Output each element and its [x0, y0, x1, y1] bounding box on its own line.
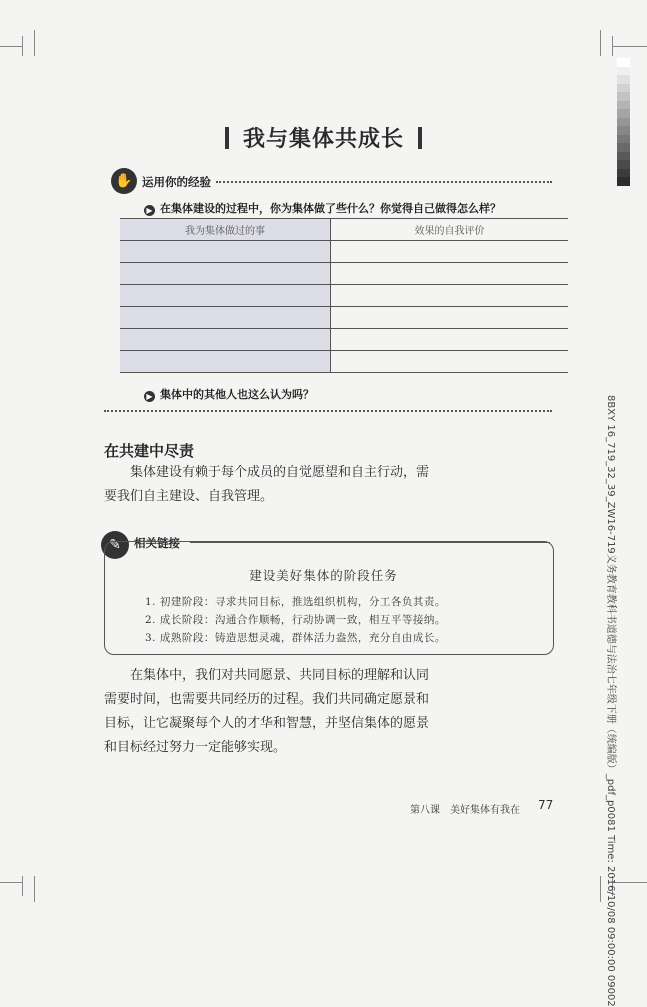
arrow-icon: ▶	[144, 205, 155, 216]
table-cell[interactable]	[120, 351, 331, 373]
table-row	[120, 307, 568, 329]
title-text: 我与集体共成长	[242, 126, 404, 152]
table-header-col2: 效果的自我评价	[331, 219, 569, 241]
title-bar-left	[225, 127, 229, 149]
experience-table	[120, 218, 568, 373]
para-line: 需要时间，也需要共同经历的过程。我们共同确定愿景和	[104, 692, 430, 707]
print-info	[605, 395, 620, 1007]
list-item: 3. 成熟阶段：铸造思想灵魂，群体活力盎然，充分自由成长。	[145, 632, 446, 644]
table-cell[interactable]	[120, 307, 331, 329]
table-cell[interactable]	[120, 263, 331, 285]
chapter-footer: 第八课 美好集体有我在	[410, 805, 520, 816]
crop-mark-tr-v	[600, 30, 601, 56]
pencil-icon: ✎	[101, 531, 129, 559]
page-title	[0, 122, 647, 153]
crop-mark-br-v	[600, 876, 601, 902]
swatch-cell	[617, 109, 630, 118]
arrow-icon: ▶	[144, 391, 155, 402]
para-line: 要我们自主建设、自我管理。	[104, 489, 274, 504]
table-row	[120, 241, 568, 263]
list-item: 1. 初建阶段：寻求共同目标，推选组织机构，分工各负其责。	[145, 596, 446, 608]
crop-mark-tr-h	[612, 46, 647, 47]
section-paragraph	[104, 461, 444, 509]
closing-paragraph	[104, 664, 464, 760]
table-row	[120, 285, 568, 307]
print-info-small: 8BXY	[605, 395, 616, 422]
para-line: 和目标经过努力一定能够实现。	[104, 740, 287, 755]
table-cell[interactable]	[120, 241, 331, 263]
table-cell[interactable]	[331, 263, 569, 285]
table-cell[interactable]	[331, 351, 569, 373]
para-line: 在集体中，我们对共同愿景、共同目标的理解和认同	[130, 668, 430, 683]
crop-mark-br-h	[612, 882, 647, 883]
swatch-cell	[617, 101, 630, 110]
table-header-col1: 我为集体做过的事	[120, 219, 331, 241]
table-cell[interactable]	[331, 285, 569, 307]
swatch-cell	[617, 177, 630, 186]
crop-mark-bl-v	[34, 876, 35, 902]
related-link-heading: 相关链接	[134, 536, 180, 550]
swatch-cell	[617, 75, 630, 84]
crop-mark-bl-v2	[22, 876, 23, 896]
section-heading: 在共建中尽责	[104, 442, 195, 460]
page-number: 77	[538, 798, 554, 812]
swatch-cell	[617, 84, 630, 93]
question-2-text: 集体中的其他人也这么认为吗？	[160, 388, 314, 401]
list-item: 2. 成长阶段：沟通合作顺畅，行动协调一致，相互平等接纳。	[145, 614, 446, 626]
swatch-cell	[617, 160, 630, 169]
swatch-cell	[617, 67, 630, 76]
question-1-text: 在集体建设的过程中，你为集体做了些什么？你觉得自己做得怎么样？	[160, 202, 501, 215]
box-title: 建设美好集体的阶段任务	[249, 568, 398, 583]
swatch-cell	[617, 58, 630, 67]
para-line: 目标，让它凝聚每个人的才华和智慧，并坚信集体的愿景	[104, 716, 430, 731]
table-row	[120, 329, 568, 351]
crop-mark-bl-h	[0, 882, 22, 883]
crop-mark-tl-v2	[22, 36, 23, 56]
crop-mark-tl-v	[34, 30, 35, 56]
question-2	[144, 386, 314, 402]
table-row	[120, 351, 568, 373]
swatch-cell	[617, 92, 630, 101]
table-cell[interactable]	[331, 329, 569, 351]
experience-section-heading: 运用你的经验	[142, 175, 211, 189]
hand-icon: ✋	[111, 168, 137, 194]
table-row	[120, 263, 568, 285]
table-cell[interactable]	[331, 241, 569, 263]
table-cell[interactable]	[331, 307, 569, 329]
title-bar-right	[418, 127, 422, 149]
table-cell[interactable]	[120, 329, 331, 351]
crop-mark-tl-h	[0, 46, 22, 47]
table-cell[interactable]	[120, 285, 331, 307]
section-divider-bottom	[104, 410, 552, 412]
section-divider	[216, 181, 552, 183]
para-line: 集体建设有赖于每个成员的自觉愿望和自主行动，需	[130, 465, 430, 480]
swatch-cell	[617, 169, 630, 178]
question-1	[144, 200, 501, 216]
print-info-text: 16_719_32_39_ZW16-719义务教育教科书道德与法治七年级下册（统编版）_pdf_p0081 Time: 2016/10/08 09:00:00 09002	[605, 424, 616, 1007]
